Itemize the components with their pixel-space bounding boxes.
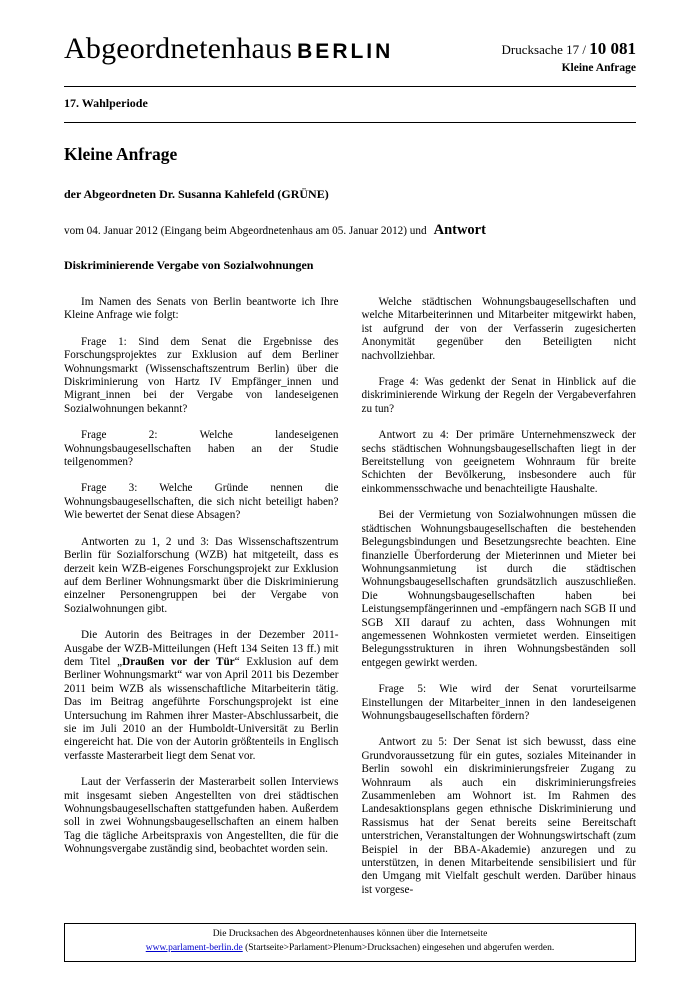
- wahlperiode-divider: [64, 122, 636, 123]
- paragraph: [64, 629, 339, 763]
- paragraph: Frage 4: Was gedenkt der Senat in Hinblick auf die diskriminierende Wirkung der Regeln der Vergabeverfahren zu tun?: [361, 376, 636, 415]
- date-line: [64, 222, 636, 239]
- parlament-berlin-link[interactable]: www.parlament-berlin.de: [145, 943, 243, 954]
- paragraph: Frage 2: Welche landeseigenen Wohnungsbaugesellschaften haben an der Studie teilgenommen?: [64, 429, 339, 469]
- footer-line-2: [75, 942, 625, 956]
- article-title-bold: Draußen vor der Tür: [122, 655, 235, 668]
- drucksache-line: [502, 39, 636, 59]
- paragraph: Frage 1: Sind dem Senat die Ergebnisse des Forschungsprojektes zur Exklusion auf dem Berliner Wohnungsmarkt (Wissenschaftszentrum Berlin) über die Diskriminierung von Hartz IV Empfänger_innen und Migrant_innen bei der Vergabe von landeseigenen Sozialwohnungen bekannt?: [64, 335, 339, 415]
- subject-line: Diskriminierende Vergabe von Sozialwohnungen: [64, 258, 314, 272]
- brand-name-text: Abgeordnetenhaus: [64, 32, 293, 65]
- document-header: [64, 0, 636, 74]
- document-reference: [502, 32, 636, 74]
- footer-line-1: Die Drucksachen des Abgeordnetenhauses können über die Internetseite: [212, 929, 488, 940]
- title-block: [64, 144, 636, 273]
- paragraph: Frage 3: Welche Gründe nennen die Wohnungsbaugesellschaften, die sich nicht beteiligt haben? Wie bewertet der Senat diese Absagen?: [64, 482, 339, 522]
- drucksache-number: 10 081: [589, 39, 636, 58]
- drucksache-label: Drucksache 17 /: [501, 42, 586, 57]
- paragraph: Welche städtischen Wohnungsbaugesellschaften und welche Mitarbeiterinnen und Mitarbeiter mitgewirkt haben, ist aufgrund der von der Verfasserin zugesicherten Anonymität gegenüber den Beteiligten nicht nachvollziehbar.: [361, 296, 636, 362]
- page-title: Kleine Anfrage: [64, 144, 178, 164]
- paragraph: Laut der Verfasserin der Masterarbeit sollen Interviews mit insgesamt sieben Angestellten von drei städtischen Wohnungsbaugesellschaften stattgefunden haben. Außerdem soll in zwei Wohnungsbaugesellschaften an einem halben Tag die tägliche Arbeitspraxis von Angestellten, die für die Wohnungsvergabe zuständig sind, beobachtet worden sein.: [64, 776, 339, 856]
- author-line: der Abgeordneten Dr. Susanna Kahlefeld (GRÜNE): [64, 187, 329, 201]
- answer-label: Antwort: [433, 222, 486, 238]
- paragraph: Antwort zu 5: Der Senat ist sich bewusst, dass eine Grundvoraussetzung für ein gutes, soziales Miteinander in Berlin sowohl ein diskriminierungsfreier Zugang zu Wohnraum als auch ein diskriminierungsfreies Zusammenleben am Wohnort ist. Im Rahmen des Landesaktionsplans gegen ethnische Diskriminierung und Rassismus hat der Senat bereits seine Bereitschaft unterstrichen, Veranstaltungen der Wohnungswirtschaft (zum Beispiel in der BBA-Akademie) anzuregen und zu unterstützen, in denen Mitarbeitende sensibilisiert und für den Umgang mit Vielfalt geschult werden. Darüber hinaus ist vorgese-: [361, 736, 636, 896]
- paragraph: Antworten zu 1, 2 und 3: Das Wissenschaftszentrum Berlin für Sozialforschung (WZB) hat mitgeteilt, dass es derzeit kein WZB-eigenes Forschungsprojekt zur Exklusion auf dem Berliner Wohnungsmarkt über die Diskriminierung einzelner Personengruppen bei der Vergabe von Sozialwohnungen gibt.: [64, 535, 339, 615]
- left-column: [64, 296, 339, 897]
- abgeordnetenhaus-logo: [64, 32, 393, 66]
- paragraph: Antwort zu 4: Der primäre Unternehmenszweck der sechs städtischen Wohnungsbaugesellschaften liegt in der Bereitstellung von geeignetem Wohnraum für breite Schichten der Bevölkerung, insbesondere auch für einkommensschwache und benachteiligte Haushalte.: [361, 429, 636, 495]
- paragraph-text: “ Exklusion auf dem Berliner Wohnungsmarkt“ war von April 2011 bis Dezember 2011 beim WZB als wissenschaftliche Mitarbeiterin tätig. Das im Beitrag angeführte Forschungsprojekt ist eine Untersuchung im Rahmen ihrer Master-Abschlussarbeit, die sie im Juli 2010 an der Humboldt-Universität zu Berlin eingereicht hat. Die von der Autorin größtenteils in Englisch verfasste Masterarbeit liegt dem Senat vor.: [64, 655, 339, 762]
- wahlperiode-label: 17. Wahlperiode: [64, 96, 148, 110]
- brand-city-text: BERLIN: [297, 40, 394, 63]
- date-line-text: vom 04. Januar 2012 (Eingang beim Abgeordnetenhaus am 05. Januar 2012) und: [64, 225, 427, 237]
- paragraph: Frage 5: Wie wird der Senat vorurteilsarme Einstellungen der Mitarbeiter_innen in den landeseigenen Wohnungsbaugesellschaften fördern?: [361, 683, 636, 722]
- paragraph-text: Die Autorin des Beitrages in der Dezember 2011-Ausgabe der WZB-Mitteilungen (Heft 134 Seiten 13 ff.) mit dem Titel „: [64, 629, 339, 668]
- paragraph: Im Namen des Senats von Berlin beantworte ich Ihre Kleine Anfrage wie folgt:: [64, 296, 339, 322]
- right-column: [362, 296, 637, 897]
- footer-box: [64, 923, 636, 962]
- document-type-label: Kleine Anfrage: [561, 62, 636, 74]
- paragraph: Bei der Vermietung von Sozialwohnungen müssen die städtischen Wohnungsbaugesellschaften die bestehenden Belegungsbindungen und Besetzungsrechte beachten. Eine finanzielle Überforderung der Mieterinnen und Mieter bei Wohnungsanmietung ist durch die städtischen Wohnungsbaugesellschaften grundsätzlich auszuschließen. Die Wohnungsbaugesellschaften haben bei Leistungsempfängerinnen und -empfängern nach SGB II und SGB XII darauf zu achten, dass Wohnungen mit angemessenen Wohnkosten vermietet werden. Einseitigen Belegungsstrukturen in ihren Wohnungsbeständen soll entgegen gewirkt werden.: [361, 509, 636, 669]
- footer-line-2-text: (Startseite>Parlament>Plenum>Drucksachen) eingesehen und abgerufen werden.: [242, 943, 555, 954]
- body-columns: [64, 296, 636, 897]
